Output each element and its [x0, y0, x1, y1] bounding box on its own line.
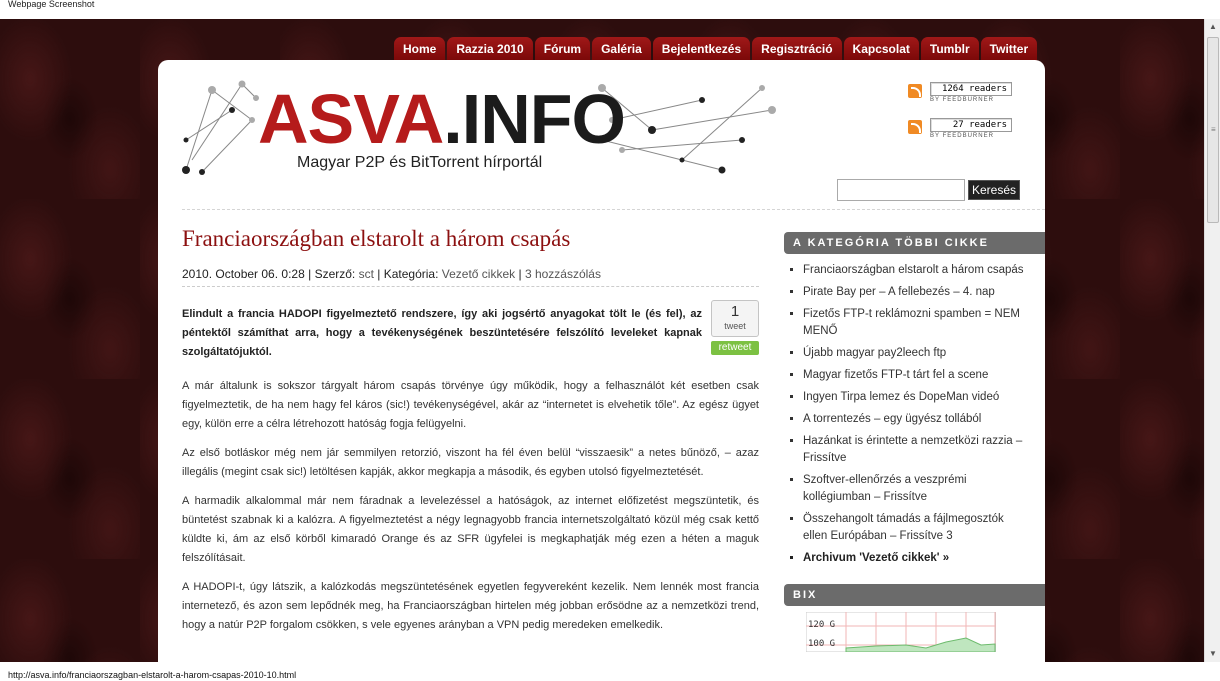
article-paragraph: A harmadik alkalommal már nem fáradnak a levelezéssel a hatóságok, az internet előfizetést megszüntetik, és büntetést szabnak ki a kalózra. A figyelmeztetést a négy legnagyobb francia internetszolgáltató közül még csak kettő küldte ki, ám az első körből kimaradó Orange és az SFR ügyfelei is megkaphatják még ezen a héten a maguk felszólításait.: [182, 495, 759, 564]
feedburner-label: BY FEEDBURNER: [930, 97, 994, 103]
scroll-up-arrow-icon[interactable]: ▲: [1209, 22, 1217, 31]
nav-kapcsolat[interactable]: Kapcsolat: [844, 37, 919, 61]
related-article-link[interactable]: ▪ Újabb magyar pay2leech ftp: [803, 345, 1025, 362]
graph-axis-label: 100 G: [808, 639, 836, 649]
scroll-down-arrow-icon[interactable]: ▼: [1209, 649, 1217, 658]
article-paragraph: A már általunk is sokszor tárgyalt három csapás törvénye úgy működik, hogy a felhasználót két esetben csak figyelmeztetik, de ha nem hagy fel káros (sic!) tevékenységével, akár az “internetet is elvehetik tőle”. Az egész ügyet egy, külön erre a célra létrehozott hatóság fogja felügyelni.: [182, 380, 759, 430]
header-divider: [182, 209, 1045, 210]
feed-readers-count: 27 readers: [930, 118, 1012, 132]
search-form: [837, 179, 1020, 201]
nav-razzia-2010[interactable]: Razzia 2010: [447, 37, 532, 61]
related-article-link[interactable]: ▪ Ingyen Tirpa lemez és DopeMan videó: [803, 389, 1025, 406]
logo-title: ASVA.INFO: [258, 80, 625, 158]
nav-regisztracio[interactable]: Regisztráció: [752, 37, 841, 61]
logo-subtitle: Magyar P2P és BitTorrent hírportál: [297, 154, 543, 171]
related-article-link[interactable]: ▪ Magyar fizetős FTP-t tárt fel a scene: [803, 367, 1025, 384]
bix-widget: [784, 584, 1045, 649]
comments-link[interactable]: 3 hozzászólás: [524, 267, 601, 281]
feed-counter-2[interactable]: [908, 118, 1012, 140]
related-article-link[interactable]: ▪ Összehangolt támadás a fájlmegosztók ellen Európában – Frissítve 3: [803, 511, 1025, 545]
screenshot-caption: Webpage Screenshot: [0, 0, 1220, 19]
nav-forum[interactable]: Fórum: [535, 37, 590, 61]
rss-icon[interactable]: [908, 120, 922, 134]
nav-tumblr[interactable]: Tumblr: [921, 37, 979, 61]
feed-counter-1[interactable]: [908, 82, 1012, 104]
related-article-link[interactable]: ▪ A torrentezés – egy ügyész tollából: [803, 411, 1025, 428]
related-article-link[interactable]: ▪ Franciaországban elstarolt a három csapás: [803, 262, 1025, 279]
tweet-count[interactable]: 1 tweet: [711, 300, 759, 337]
article-title[interactable]: Franciaországban elstarolt a három csapás: [182, 226, 571, 251]
status-bar: http://asva.info/franciaorszagban-elstarolt-a-harom-csapas-2010-10.html: [0, 662, 1220, 681]
main-nav: [394, 37, 1037, 61]
archive-link[interactable]: ▪ Archivum 'Vezető cikkek' »: [803, 550, 1025, 567]
site-logo[interactable]: [182, 80, 778, 176]
related-article-link[interactable]: ▪ Szoftver-ellenőrzés a veszprémi kollégiumban – Frissítve: [803, 472, 1025, 506]
nav-bejelentkezes[interactable]: Bejelentkezés: [653, 37, 750, 61]
author-link[interactable]: sct: [358, 267, 374, 281]
page-viewport: [0, 19, 1204, 662]
bix-heading: BIX: [784, 584, 1045, 606]
grip-icon: ≡: [1211, 125, 1216, 134]
article-paragraph: A HADOPI-t, úgy látszik, a kalózkodás megszüntetésének egyetlen fegyvereként kezelik. Nem lennék most francia internetező, és azon sem lepődnék meg, ha Franciaországban hirtelen még jobban erősödne az a nemzetközi trend, hogy a natúr P2P forgalom csökken, s vele egyenes arányban a VPN pedig meredeken emelkedik.: [182, 581, 759, 631]
graph-axis-label: 120 G: [808, 620, 836, 630]
retweet-button[interactable]: retweet: [711, 341, 759, 355]
article-lead: Elindult a francia HADOPI figyelmeztető rendszere, így aki jogsértő anyagokat tölt le (és fel), az péntektől számíthat arra, hogy a tevékenységének beszüntetésére felszólító leveleket kapnak szolgáltatójuktól.: [182, 308, 702, 358]
tweetmeme-widget: [711, 300, 759, 355]
search-input[interactable]: [837, 179, 965, 201]
feedburner-label: BY FEEDBURNER: [930, 133, 994, 139]
related-article-link[interactable]: ▪ Hazánkat is érintette a nemzetközi razzia – Frissítve: [803, 433, 1025, 467]
feed-readers-count: 1264 readers: [930, 82, 1012, 96]
rss-icon[interactable]: [908, 84, 922, 98]
nav-galeria[interactable]: Galéria: [592, 37, 651, 61]
article-date: 2010. October 06. 0:28: [182, 267, 305, 281]
nav-twitter[interactable]: Twitter: [981, 37, 1037, 61]
article-paragraph: Az első botláskor még nem jár semmilyen retorzió, viszont ha fél éven belül “visszaesik” a netes bűnöző, – azaz illegális (megint csak sic!) letöltésen kapják, akkor megkapja a második, és egyben utolsó figyelmeztetését.: [182, 447, 759, 478]
article: [182, 225, 759, 635]
sidebar-heading: A KATEGÓRIA TÖBBI CIKKE: [784, 232, 1045, 254]
content-card: [158, 60, 1045, 662]
category-link[interactable]: Vezető cikkek: [441, 267, 516, 281]
related-article-link[interactable]: ▪ Fizetős FTP-t reklámozni spamben = NEM MENŐ: [803, 306, 1025, 340]
sidebar: [784, 232, 1045, 649]
article-meta: 2010. October 06. 0:28 | Szerző: sct | Kategória: Vezető cikkek | 3 hozzászólás: [182, 267, 759, 287]
vertical-scrollbar[interactable]: [1204, 19, 1220, 662]
related-article-link[interactable]: ▪ Pirate Bay per – A fellebezés – 4. nap: [803, 284, 1025, 301]
nav-home[interactable]: Home: [394, 37, 445, 61]
bix-traffic-graph[interactable]: [806, 612, 996, 652]
scrollbar-thumb[interactable]: [1207, 37, 1219, 223]
related-articles-list: [803, 262, 1045, 567]
search-button[interactable]: Keresés: [968, 180, 1020, 200]
